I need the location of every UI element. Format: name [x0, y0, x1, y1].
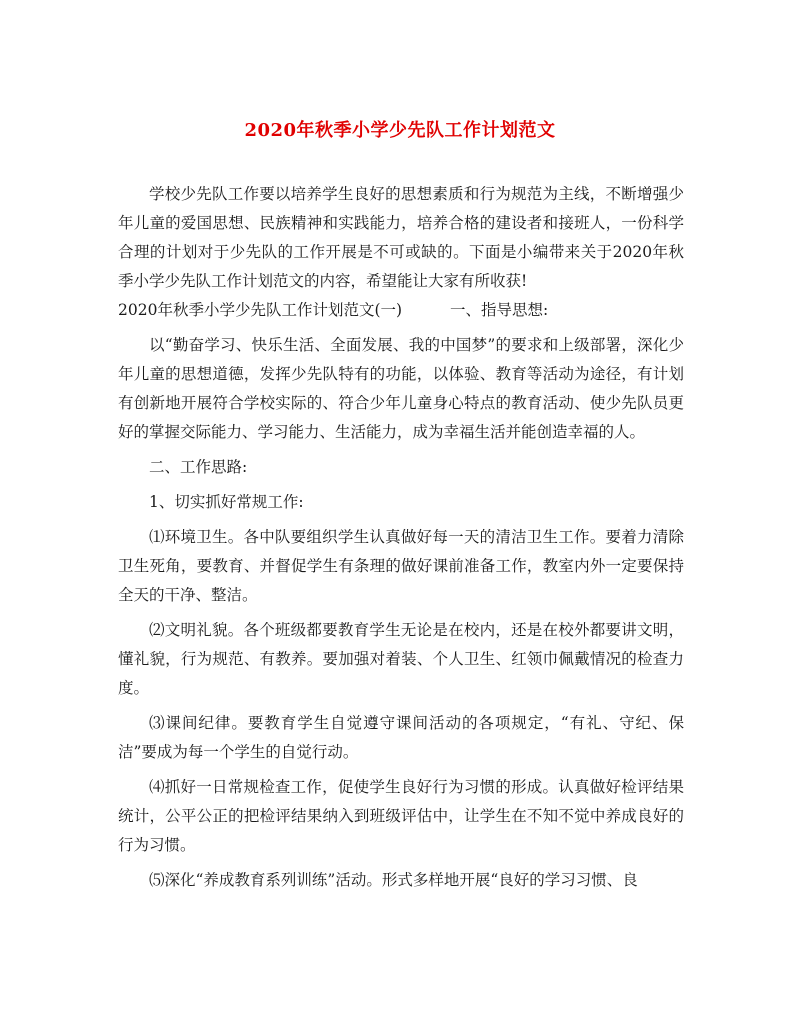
intro-paragraph: 学校少先队工作要以培养学生良好的思想素质和行为规范为主线，不断增强少年儿童的爱国思想、民族精神和实践能力，培养合格的建设者和接班人，一份科学合理的计划对于少先队的工作开展是不可或缺的。下面是小编带来关于2020年秋季小学少先队工作计划范文的内容，希望能让大家有所收获!	[118, 185, 684, 290]
sub-item-5: ⑸深化“养成教育系列训练”活动。形式多样地开展“良好的学习习惯、良	[149, 871, 638, 889]
guiding-paragraph: 以“勤奋学习、快乐生活、全面发展、我的中国梦”的要求和上级部署，深化少年儿童的思想道德，发挥少先队特有的功能，以体验、教育等活动为途径，有计划有创新地开展符合学校实际的、符合少年儿童身心特点的教育活动、使少先队员更好的掌握交际能力、学习能力、生活能力，成为幸福生活并能创造幸福的人。	[118, 336, 684, 441]
sub-item-3: ⑶课间纪律。要教育学生自觉遵守课间活动的各项规定，“有礼、守纪、保洁”要成为每一个学生的自觉行动。	[118, 714, 684, 761]
sub-item-4: ⑷抓好一日常规检查工作，促使学生良好行为习惯的形成。认真做好检评结果统计，公平公正的把检评结果纳入到班级评估中，让学生在不知不觉中养成良好的行为习惯。	[118, 778, 684, 854]
subtitle-line	[118, 296, 684, 325]
document-body	[118, 180, 684, 901]
document-title: 2020年秋季小学少先队工作计划范文	[244, 120, 556, 141]
section2-heading: 二、工作思路:	[149, 458, 248, 476]
sub-item-2: ⑵文明礼貌。各个班级都要教育学生无论是在校内，还是在校外都要讲文明，懂礼貌，行为规范、有教养。要加强对着装、个人卫生、红领巾佩戴情况的检查力度。	[118, 621, 684, 697]
sub-item-1: ⑴环境卫生。各中队要组织学生认真做好每一天的清洁卫生工作。要着力清除卫生死角，要教育、并督促学生有条理的做好课前准备工作，教室内外一定要保持全天的干净、整洁。	[118, 528, 684, 604]
section1-heading: 一、指导思想:	[450, 301, 549, 319]
item1-heading: 1、切实抓好常规工作:	[149, 493, 304, 511]
subtitle-text: 2020年秋季小学少先队工作计划范文(一)	[118, 301, 403, 319]
